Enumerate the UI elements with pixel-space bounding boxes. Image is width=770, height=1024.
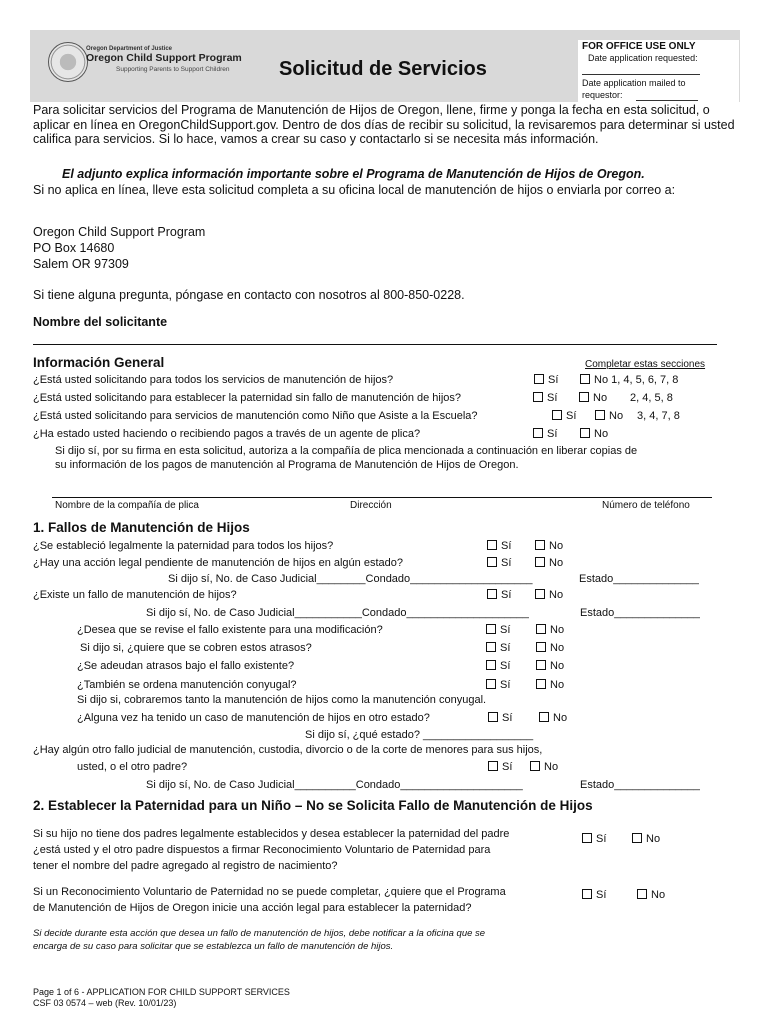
s1-q4-yes[interactable]: Sí: [488, 761, 512, 773]
general-heading: Información General: [33, 355, 165, 370]
s1-q3d-yes[interactable]: Sí: [486, 679, 510, 691]
s2-q1-no[interactable]: No: [632, 833, 660, 845]
general-q3-sections: 3, 4, 7, 8: [637, 410, 680, 422]
s1-q3a: ¿Desea que se revise el fallo existente para una modificación?: [77, 624, 383, 636]
general-q1-yes[interactable]: Sí: [534, 374, 558, 386]
general-q3: ¿Está usted solicitando para servicios de manutención como Niño que Asiste a la Escuela?: [33, 410, 478, 422]
s2-q1-line2: ¿está usted y el otro padre dispuestos a firmar Reconocimiento Voluntario de Paternidad para: [33, 844, 491, 856]
s1-state-c[interactable]: Estado______________: [580, 779, 700, 791]
s2-q2-yes[interactable]: Sí: [582, 889, 606, 901]
s2-note-2: encarga de su caso para solicitar que se establezca un fallo de manutención de hijos.: [33, 941, 394, 952]
escrow-phone-label: Número de teléfono: [602, 500, 690, 511]
checkbox[interactable]: [487, 540, 497, 550]
footer-page-info: Page 1 of 6 - APPLICATION FOR CHILD SUPPORT SERVICES: [33, 987, 290, 997]
checkbox[interactable]: [536, 660, 546, 670]
logo-tagline: Supporting Parents to Support Children: [116, 66, 230, 73]
s2-q2-no[interactable]: No: [637, 889, 665, 901]
s1-state-a[interactable]: Estado______________: [579, 573, 699, 585]
s1-q4-line2: usted, o el otro padre?: [77, 761, 188, 773]
s1-q3c-no[interactable]: No: [536, 660, 564, 672]
s2-note-1: Si decide durante esta acción que desea un fallo de manutención de hijos, debe notificar a la oficina que se: [33, 928, 486, 939]
checkbox[interactable]: [552, 410, 562, 420]
checkbox[interactable]: [595, 410, 605, 420]
general-q3-no[interactable]: No: [595, 410, 623, 422]
date-requested-label: Date application requested:: [588, 53, 698, 63]
s1-q3c: ¿Se adeudan atrasos bajo el fallo existente?: [77, 660, 295, 672]
s1-q1: ¿Se estableció legalmente la paternidad para todos los hijos?: [33, 540, 334, 552]
address-line-2: PO Box 14680: [33, 241, 115, 255]
escrow-note-2: su información de los pagos de manutención al Programa de Manutención de Hijos de Oregon.: [55, 459, 519, 471]
s1-q3e-no[interactable]: No: [539, 712, 567, 724]
date-mailed-label-2: requestor:: [582, 90, 623, 100]
checkbox[interactable]: [535, 589, 545, 599]
checkbox[interactable]: [535, 540, 545, 550]
s1-case-b[interactable]: Si dijo sí, No. de Caso Judicial___________Condado____________________: [146, 607, 529, 619]
s1-q1-yes[interactable]: Sí: [487, 540, 511, 552]
intro-attachment-note: El adjunto explica información importante sobre el Programa de Manutención de Hijos de Oregon.: [62, 167, 645, 181]
checkbox[interactable]: [486, 642, 496, 652]
s1-q1-no[interactable]: No: [535, 540, 563, 552]
date-mailed-field[interactable]: [636, 100, 698, 101]
s1-q2: ¿Hay una acción legal pendiente de manutención de hijos en algún estado?: [33, 557, 403, 569]
s1-q3e: ¿Alguna vez ha tenido un caso de manutención de hijos en otro estado?: [77, 712, 430, 724]
s1-q3b-yes[interactable]: Sí: [486, 642, 510, 654]
logo-agency: Oregon Department of Justice: [86, 46, 173, 52]
s2-q1-line1: Si su hijo no tiene dos padres legalmente establecidos y desea establecer la paternidad del padre: [33, 828, 510, 840]
checkbox[interactable]: [539, 712, 549, 722]
checkbox[interactable]: [582, 889, 592, 899]
address-line-3: Salem OR 97309: [33, 257, 129, 271]
section-2-heading: 2. Establecer la Paternidad para un Niño – No se Solicita Fallo de Manutención de Hijos: [33, 798, 593, 813]
s1-state-b[interactable]: Estado______________: [580, 607, 700, 619]
intro-mail-instructions: Si no aplica en línea, lleve esta solicitud completa a su oficina local de manutención de hijos o enviarla por correo a:: [33, 183, 676, 197]
checkbox[interactable]: [632, 833, 642, 843]
s1-q4-no[interactable]: No: [530, 761, 558, 773]
s1-q2-yes[interactable]: Sí: [487, 557, 511, 569]
checkbox[interactable]: [488, 712, 498, 722]
general-q4: ¿Ha estado usted haciendo o recibiendo pagos a través de un agente de plica?: [33, 428, 421, 440]
page-title: Solicitud de Servicios: [279, 58, 487, 80]
s2-q1-line3: tener el nombre del padre agregado al registro de nacimiento?: [33, 860, 338, 872]
s1-q3e-yes[interactable]: Sí: [488, 712, 512, 724]
checkbox[interactable]: [533, 428, 543, 438]
s1-q3-no[interactable]: No: [535, 589, 563, 601]
s1-q3d-note: Si dijo si, cobraremos tanto la manutención de hijos como la manutención conyugal.: [77, 694, 487, 706]
address-line-1: Oregon Child Support Program: [33, 225, 206, 239]
date-mailed-label: Date application mailed to: [582, 78, 686, 88]
contact-line: Si tiene alguna pregunta, póngase en contacto con nosotros al 800-850-0228.: [33, 288, 465, 302]
general-q4-no[interactable]: No: [580, 428, 608, 440]
escrow-info-field[interactable]: [52, 497, 712, 498]
s1-q3e-state[interactable]: Si dijo sí, ¿qué estado? __________________: [305, 729, 534, 741]
checkbox[interactable]: [486, 660, 496, 670]
checkbox[interactable]: [579, 392, 589, 402]
s1-q4-line1: ¿Hay algún otro fallo judicial de manutención, custodia, divorcio o de la corte de menores para sus hijos,: [33, 744, 543, 756]
checkbox[interactable]: [536, 679, 546, 689]
s1-q3-yes[interactable]: Sí: [487, 589, 511, 601]
checkbox[interactable]: [637, 889, 647, 899]
checkbox[interactable]: [487, 589, 497, 599]
oregon-seal-icon: [48, 42, 88, 82]
office-use-title: FOR OFFICE USE ONLY: [582, 41, 696, 52]
complete-sections-hint: Completar estas secciones: [585, 359, 706, 370]
checkbox[interactable]: [534, 374, 544, 384]
general-q1-no[interactable]: No 1, 4, 5, 6, 7, 8: [580, 374, 678, 386]
s1-q3d-no[interactable]: No: [536, 679, 564, 691]
checkbox[interactable]: [488, 761, 498, 771]
s1-q3d: ¿También se ordena manutención conyugal?: [77, 679, 297, 691]
checkbox[interactable]: [536, 642, 546, 652]
checkbox[interactable]: [580, 428, 590, 438]
checkbox[interactable]: [486, 679, 496, 689]
checkbox[interactable]: [486, 624, 496, 634]
s1-q3a-no[interactable]: No: [536, 624, 564, 636]
s1-case-c[interactable]: Si dijo sí, No. de Caso Judicial__________Condado____________________: [146, 779, 523, 791]
logo-program: Oregon Child Support Program: [86, 52, 242, 64]
s1-q2-no[interactable]: No: [535, 557, 563, 569]
escrow-name-label: Nombre de la compañía de plica: [55, 500, 199, 511]
checkbox[interactable]: [580, 374, 590, 384]
general-q3-yes[interactable]: Sí: [552, 410, 576, 422]
s1-q3a-yes[interactable]: Sí: [486, 624, 510, 636]
general-q2: ¿Está usted solicitando para establecer la paternidad sin fallo de manutención de hijos?: [33, 392, 462, 404]
applicant-name-label: Nombre del solicitante: [33, 315, 168, 329]
escrow-note-1: Si dijo sí, por su firma en esta solicitud, autoriza a la compañía de plica mencionada a continuación en liberar copias de: [55, 445, 638, 457]
s2-q2-line2: de Manutención de Hijos de Oregon inicie una acción legal para establecer la paternidad?: [33, 902, 472, 914]
escrow-address-label: Dirección: [350, 500, 392, 511]
date-requested-field[interactable]: [582, 74, 700, 75]
s1-q3c-yes[interactable]: Sí: [486, 660, 510, 672]
footer-form-number: CSF 03 0574 – web (Rev. 10/01/23): [33, 998, 177, 1008]
s1-case-a[interactable]: Si dijo sí, No. de Caso Judicial________Condado____________________: [168, 573, 533, 585]
checkbox[interactable]: [533, 392, 543, 402]
general-q2-no[interactable]: No: [579, 392, 607, 404]
general-q4-yes[interactable]: Sí: [533, 428, 557, 440]
applicant-name-field[interactable]: [33, 344, 717, 345]
general-q2-yes[interactable]: Sí: [533, 392, 557, 404]
checkbox[interactable]: [530, 761, 540, 771]
checkbox[interactable]: [535, 557, 545, 567]
checkbox[interactable]: [582, 833, 592, 843]
s1-q3b-no[interactable]: No: [536, 642, 564, 654]
section-1-heading: 1. Fallos de Manutención de Hijos: [33, 520, 250, 535]
s1-q3: ¿Existe un fallo de manutención de hijos?: [33, 589, 237, 601]
checkbox[interactable]: [487, 557, 497, 567]
checkbox[interactable]: [536, 624, 546, 634]
intro-paragraph: Para solicitar servicios del Programa de Manutención de Hijos de Oregon, llene, firme y ponga la fecha en esta solicitud, o aplicar en línea en OregonChildSupport.gov. Dentro de dos días de recibir su solicitud, la revisaremos para determinar si usted califica para servicios. Si lo hace, vamos a crear su caso y contactarlo si se necesita más información.: [33, 103, 735, 146]
s2-q2-line1: Si un Reconocimiento Voluntario de Paternidad no se puede completar, ¿quiere que el Programa: [33, 886, 506, 898]
general-q2-sections: 2, 4, 5, 8: [630, 392, 673, 404]
s2-q1-yes[interactable]: Sí: [582, 833, 606, 845]
s1-q3b: Si dijo si, ¿quiere que se cobren estos atrasos?: [80, 642, 312, 654]
general-q1: ¿Está usted solicitando para todos los servicios de manutención de hijos?: [33, 374, 394, 386]
